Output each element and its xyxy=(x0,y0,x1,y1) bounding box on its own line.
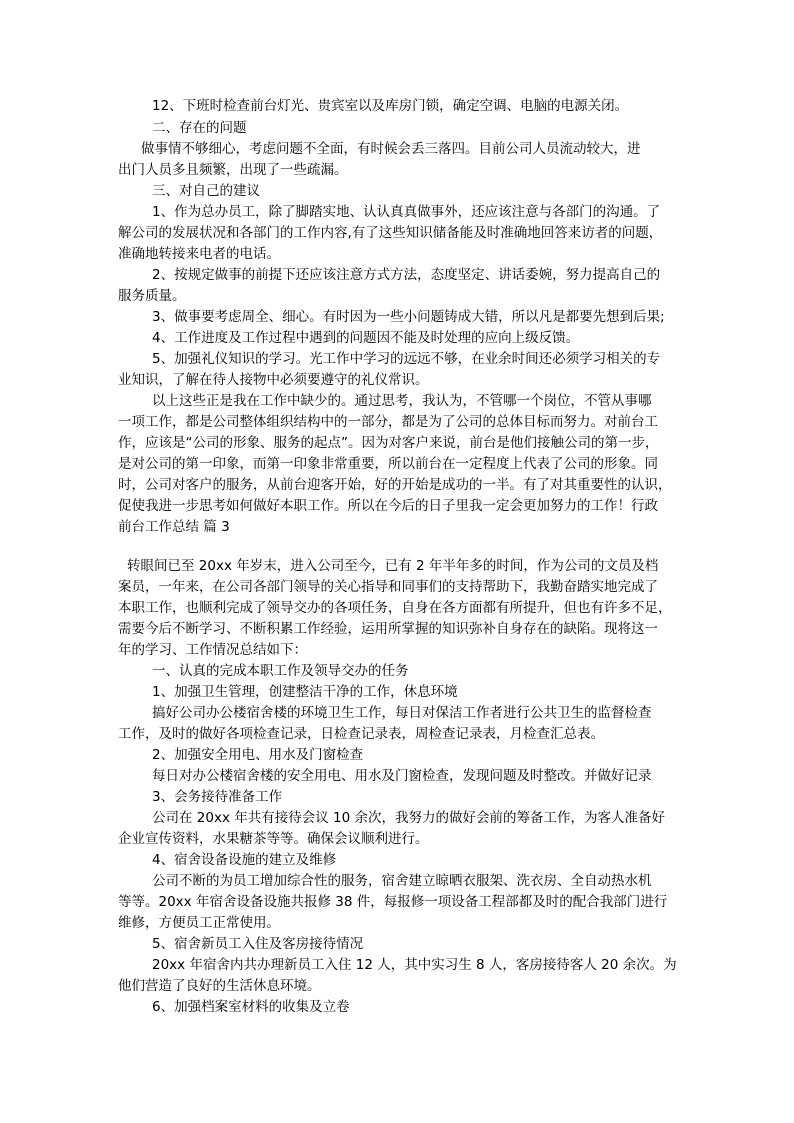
text-line: 企业宣传资料，水果糖茶等等。确保会议顺利进行。 xyxy=(118,831,429,847)
section-title: 前台工作总结 篇 3 xyxy=(118,519,230,535)
text-line: 作，应该是“公司的形象、服务的起点”。因为对客户来说，前台是他们接触公司的第一步， xyxy=(118,435,659,451)
item-heading: 2、加强安全用电、用水及门窗检查 xyxy=(152,747,364,763)
text-line: 维修，方便员工正常使用。 xyxy=(118,915,280,931)
text-line: 促使我进一步思考如何做好本职工作。所以在今后的日子里我一定会更加努力的工作！行政 xyxy=(118,498,658,514)
item-heading: 5、宿舍新员工入住及客房接待情况 xyxy=(152,936,364,952)
text-line: 是对公司的第一印象，而第一印象非常重要，所以前台在一定程度上代表了公司的形象。同 xyxy=(118,456,658,472)
text-line: 需要今后不断学习、不断积累工作经验，运用所掌握的知识弥补自身存在的缺陷。现将这一 xyxy=(118,621,658,637)
text-line: 一项工作，都是公司整体组织结构中的一部分，都是为了公司的总体目标而努力。对前台工 xyxy=(118,414,658,430)
text-line: 准确地转接来电者的电话。 xyxy=(118,246,280,262)
text-line: 5、加强礼仪知识的学习。光工作中学习的远远不够，在业余时间还必须学习相关的专 xyxy=(152,351,661,367)
text-line: 业知识，了解在待人接物中必须要遵守的礼仪常识。 xyxy=(118,372,429,388)
text-line: 搞好公司办公楼宿舍楼的环境卫生工作，每日对保洁工作者进行公共卫生的监督检查 xyxy=(152,705,652,721)
text-line: 20xx 年宿舍内共办理新员工入住 12 人，其中实习生 8 人，客房接待客人 20 余次。为 xyxy=(152,957,677,973)
text-line: 本职工作，也顺利完成了领导交办的各项任务，自身在各方面都有所提升，但也有许多不足， xyxy=(118,600,672,616)
text-line: 解公司的发展状况和各部门的工作内容,有了这些知识储备能及时准确地回答来访者的问题， xyxy=(118,225,663,241)
text-line: 1、作为总办员工，除了脚踏实地、认认真真做事外，还应该注意与各部门的沟通。了 xyxy=(152,204,661,220)
text-line: 公司不断的为员工增加综合性的服务，宿舍建立晾晒衣服架、洗衣房、全自动热水机 xyxy=(152,873,652,889)
section-heading: 一、认真的完成本职工作及领导交办的任务 xyxy=(152,663,409,679)
section-heading: 三、对自己的建议 xyxy=(152,183,260,199)
text-line: 服务质量。 xyxy=(118,288,186,304)
item-heading: 1、加强卫生管理，创建整洁干净的工作，休息环境 xyxy=(152,684,458,700)
text-line: 工作，及时的做好各项检查记录，日检查记录表，周检查记录表，月检查汇总表。 xyxy=(118,726,604,742)
text-line: 他们营造了良好的生活休息环境。 xyxy=(118,978,321,994)
text-line: 3、做事要考虑周全、细心。有时因为一些小问题铸成大错，所以凡是都要先想到后果; xyxy=(152,309,665,325)
text-line: 每日对办公楼宿舍楼的安全用电、用水及门窗检查，发现问题及时整改。并做好记录 xyxy=(152,768,652,784)
section-heading: 二、存在的问题 xyxy=(152,120,247,136)
text-line: 公司在 20xx 年共有接待会议 10 余次，我努力的做好会前的筹备工作，为客人准备好 xyxy=(152,810,665,826)
text-line: 等等。20xx 年宿舍设备设施共报修 38 件，每报修一项设备工程部都及时的配合我部门进行 xyxy=(118,894,668,910)
text-line: 年的学习、工作情况总结如下： xyxy=(118,642,307,658)
text-line: 时，公司对客户的服务，从前台迎客开始，好的开始是成功的一半。有了对其重要性的认识， xyxy=(118,477,672,493)
item-heading: 3、会务接待准备工作 xyxy=(152,789,283,805)
text-line: 2、按规定做事的前提下还应该注意方式方法，态度坚定、讲话委婉，努力提高自己的 xyxy=(152,267,661,283)
text-line: 转眼间已至 20xx 年岁末，进入公司至今，已有 2 年半年多的时间，作为公司的文员及档 xyxy=(127,558,659,574)
text-line: 案员，一年来，在公司各部门领导的关心指导和同事们的支持帮助下，我勤奋踏实地完成了 xyxy=(118,579,658,595)
text-line: 出门人员多且频繁，出现了一些疏漏。 xyxy=(118,162,348,178)
text-line: 以上这些正是我在工作中缺少的。通过思考，我认为，不管哪一个岗位，不管从事哪 xyxy=(152,393,652,409)
text-line: 4、工作进度及工作过程中遇到的问题因不能及时处理的应向上级反馈。 xyxy=(152,330,580,346)
text-line: 12、下班时检查前台灯光、贵宾室以及库房门锁，确定空调、电脑的电源关闭。 xyxy=(152,98,629,114)
item-heading: 4、宿舍设备设施的建立及维修 xyxy=(152,852,337,868)
item-heading: 6、加强档案室材料的收集及立卷 xyxy=(152,999,350,1015)
text-line: 做事情不够细心，考虑问题不全面，有时候会丢三落四。目前公司人员流动较大，进 xyxy=(141,141,641,157)
